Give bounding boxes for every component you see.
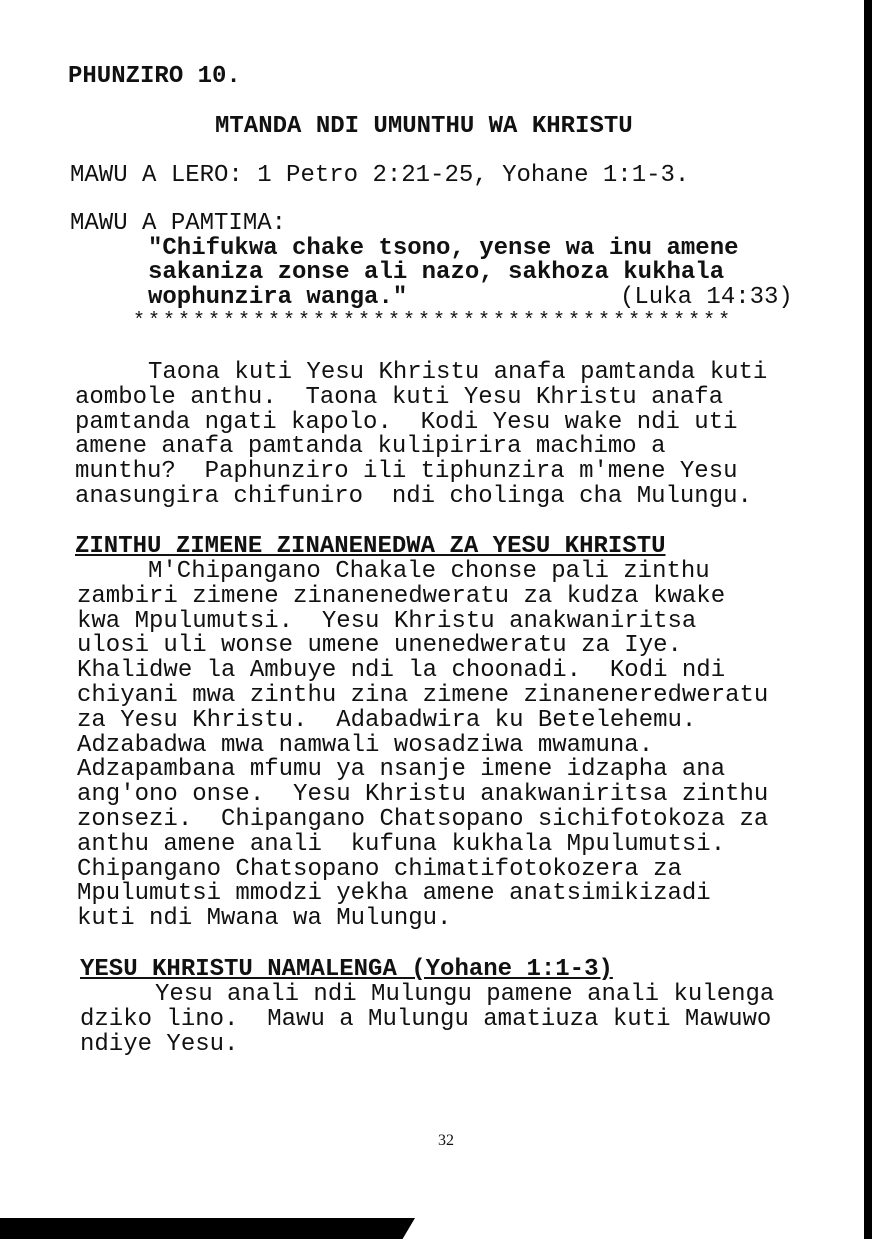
paragraph-line: chiyani mwa zinthu zina zimene zinaneneredweratu <box>77 682 769 709</box>
paragraph-line: Chipangano Chatsopano chimatifotokozera za <box>77 855 682 883</box>
paragraph-line: Taona kuti Yesu Khristu anafa pamtanda kuti <box>148 359 768 386</box>
paragraph-line: M'Chipangano Chakale chonse pali zinthu <box>148 558 710 585</box>
paragraph-line: za Yesu Khristu. Adabadwira ku Betelehemu. <box>77 706 697 734</box>
paragraph-line: anasungira chifuniro ndi cholinga cha Mulungu. <box>75 483 752 510</box>
scan-border-bottom <box>0 1218 415 1239</box>
paragraph-line: aombole anthu. Taona kuti Yesu Khristu anafa <box>75 383 724 411</box>
paragraph-line: ulosi uli wonse umene unenedweratu za Iye. <box>77 632 682 660</box>
paragraph-line: pamtanda ngati kapolo. Kodi Yesu wake ndi uti <box>75 408 738 436</box>
section-heading-creator: YESU KHRISTU NAMALENGA (Yohane 1:1-3) <box>80 956 613 983</box>
paragraph-line: dziko lino. Mawu a Mulungu amatiuza kuti Mawuwo <box>80 1006 772 1033</box>
memory-verse-reference: (Luka 14:33) <box>620 284 793 311</box>
paragraph-line: zonsezi. Chipangano Chatsopano sichifotokoza za <box>77 806 769 833</box>
paragraph-line: Mpulumutsi mmodzi yekha amene anatsimikizadi <box>77 880 711 908</box>
paragraph-line: Yesu anali ndi Mulungu pamene anali kulenga <box>155 981 775 1008</box>
page-number: 32 <box>438 1132 454 1149</box>
paragraph-line: kwa Mpulumutsi. Yesu Khristu anakwaniritsa <box>77 607 697 635</box>
memory-verse-line: "Chifukwa chake tsono, yense wa inu amene <box>148 235 739 262</box>
paragraph-line: anthu amene anali kufuna kukhala Mpulumutsi. <box>77 830 726 858</box>
paragraph-line: Khalidwe la Ambuye ndi la choonadi. Kodi ndi <box>77 657 726 685</box>
paragraph-line: ang'ono onse. Yesu Khristu anakwaniritsa zinthu <box>77 781 769 809</box>
paragraph-line: zambiri zimene zinanenedweratu za kudza kwake <box>77 582 726 610</box>
memory-verse-label: MAWU A PAMTIMA: <box>70 210 287 237</box>
memory-verse-line: wophunzira wanga." <box>148 284 408 311</box>
section-heading-prophecies: ZINTHU ZIMENE ZINANENEDWA ZA YESU KHRISTU <box>75 533 666 560</box>
paragraph-line: munthu? Paphunziro ili tiphunzira m'mene Yesu <box>75 458 738 486</box>
lesson-label: PHUNZIRO 10. <box>68 63 241 90</box>
paragraph-line: Adzabadwa mwa namwali wosadziwa mwamuna. <box>77 731 654 759</box>
reading-reference: MAWU A LERO: 1 Petro 2:21-25, Yohane 1:1-3. <box>70 162 690 189</box>
memory-verse-line: sakaniza zonse ali nazo, sakhoza kukhala <box>148 259 725 286</box>
paragraph-line: amene anafa pamtanda kulipirira machimo a <box>75 433 666 461</box>
paragraph-line: ndiye Yesu. <box>80 1031 239 1058</box>
page-title: MTANDA NDI UMUNTHU WA KHRISTU <box>215 113 633 140</box>
scan-border-right <box>864 0 872 1239</box>
paragraph-line: kuti ndi Mwana wa Mulungu. <box>77 905 452 933</box>
separator: **************************************** <box>133 310 734 333</box>
paragraph-line: Adzapambana mfumu ya nsanje imene idzapha ana <box>77 756 726 784</box>
